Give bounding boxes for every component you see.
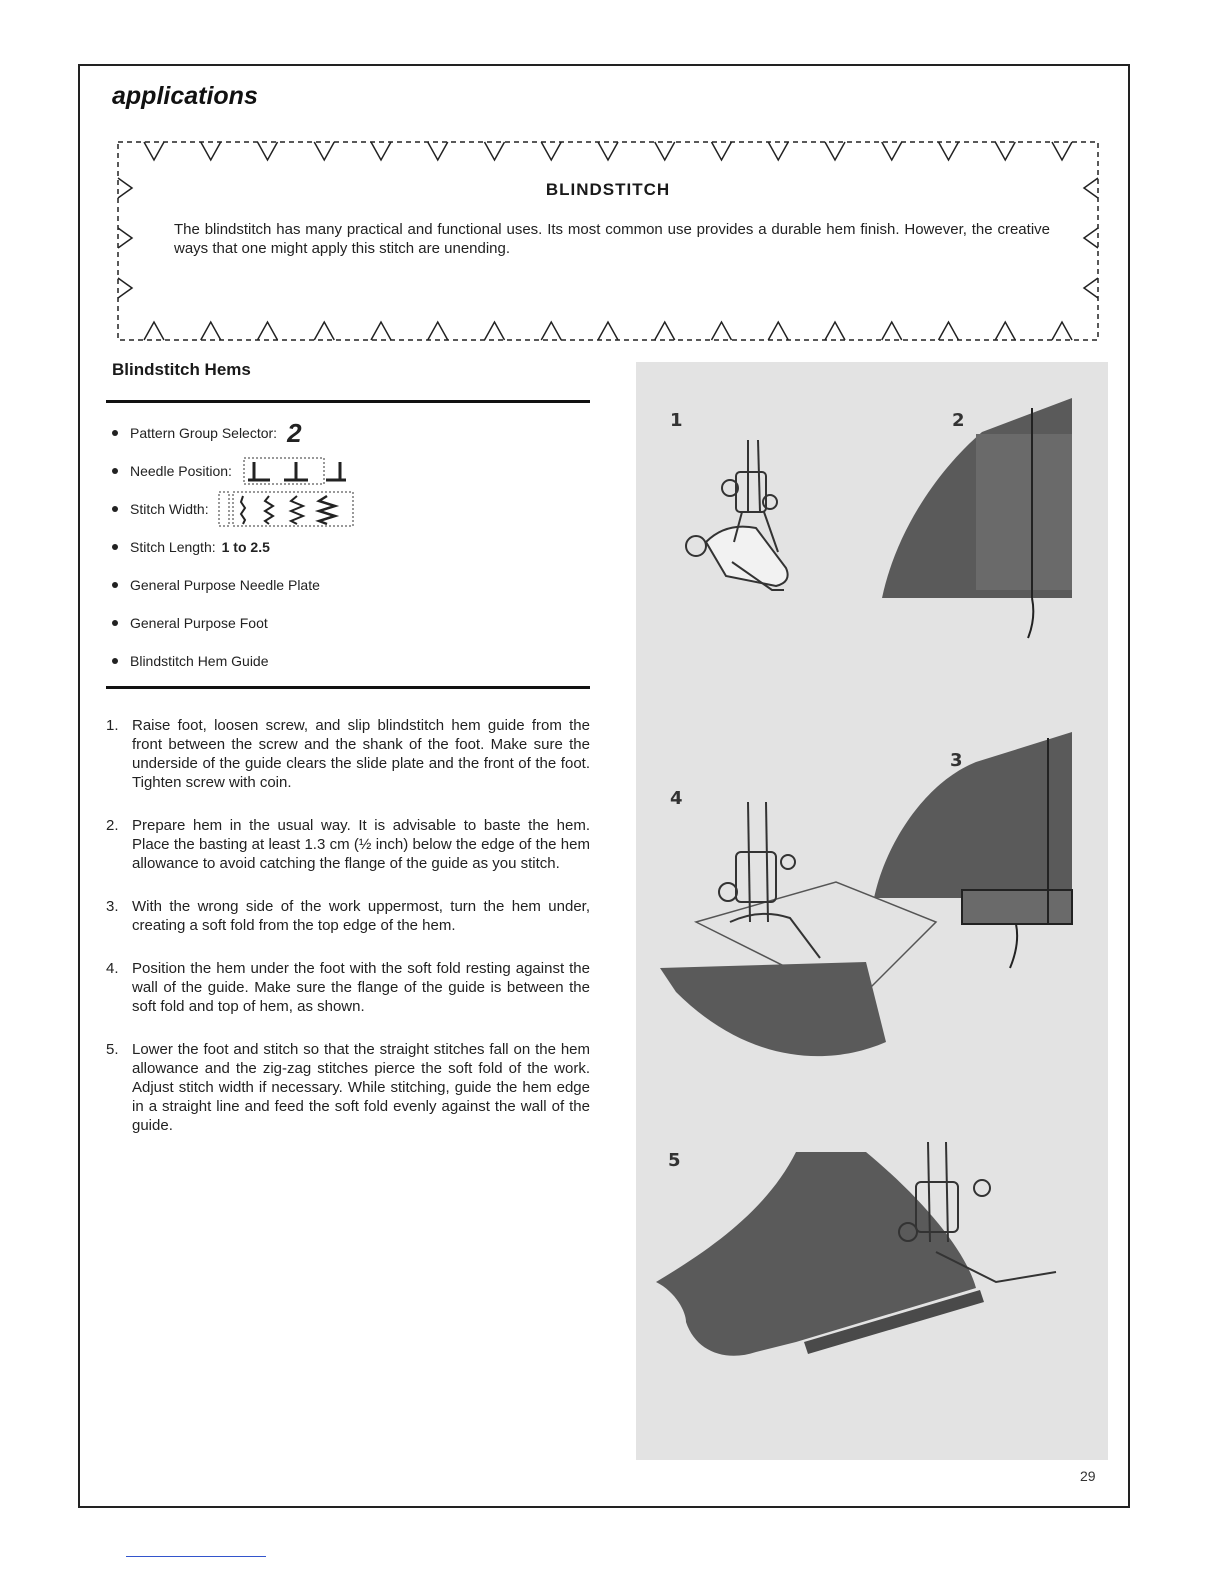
figure-1-presser-foot <box>686 440 788 590</box>
stitch-length-value: 1 to 2.5 <box>221 539 270 555</box>
zigzag-top-mark <box>712 142 732 160</box>
step-item <box>106 1040 590 1135</box>
illustration-panel <box>636 362 1108 1460</box>
zigzag-top-mark <box>995 142 1015 160</box>
step-number: 4. <box>106 960 119 977</box>
bullet-icon <box>112 620 118 626</box>
intro-box <box>114 138 1102 344</box>
setting-foot <box>112 604 592 642</box>
step-item <box>106 959 590 1016</box>
zigzag-bottom-mark <box>882 322 902 340</box>
setting-hem-guide <box>112 642 592 680</box>
setting-label: Pattern Group Selector: <box>130 425 278 441</box>
zigzag-left-mark <box>118 228 132 248</box>
setting-needle-plate <box>112 566 592 604</box>
step-text: With the wrong side of the work uppermost, turn the hem under, creating a soft fold from the top edge of the hem. <box>132 898 590 934</box>
setting-label: Stitch Length: <box>130 539 216 555</box>
zigzag-top-mark <box>541 142 561 160</box>
figure-2-folded-hem <box>882 398 1072 638</box>
intro-title: BLINDSTITCH <box>545 180 671 199</box>
step-number: 1. <box>106 717 119 734</box>
zigzag-bottom-mark <box>144 322 164 340</box>
setting-label: Blindstitch Hem Guide <box>130 653 269 669</box>
blindstitch-hems-heading: Blindstitch Hems <box>112 360 251 379</box>
zigzag-top-mark <box>258 142 278 160</box>
bullet-icon <box>112 468 118 474</box>
zigzag-bottom-mark <box>939 322 959 340</box>
zigzag-top-mark <box>655 142 675 160</box>
setting-label: Stitch Width: <box>130 501 209 517</box>
step-number: 2. <box>106 817 119 834</box>
pattern-group-value: 2 <box>287 417 303 448</box>
step-text: Raise foot, loosen screw, and slip blindstitch hem guide from the front between the screw and the shank of the foot. Make sure the underside of the guide clears the slide plate and the front of the foot. Tighten screw with coin. <box>132 717 590 791</box>
width-1-icon <box>241 496 245 524</box>
step-number: 5. <box>106 1041 119 1058</box>
zigzag-top-mark <box>882 142 902 160</box>
zigzag-bottom-mark <box>371 322 391 340</box>
figure-4-hem-under-foot <box>660 802 936 1056</box>
zigzag-top-mark <box>371 142 391 160</box>
bottom-rule <box>106 686 590 689</box>
needle-left-icon <box>248 462 270 480</box>
steps-list <box>106 716 590 1159</box>
needle-right-icon <box>326 462 346 480</box>
width-4-icon <box>319 496 335 524</box>
setting-stitch-width <box>112 490 592 528</box>
zigzag-bottom-mark <box>1052 322 1072 340</box>
zigzag-bottom-mark <box>825 322 845 340</box>
zigzag-bottom-mark <box>655 322 675 340</box>
setting-stitch-length <box>112 528 592 566</box>
bullet-icon <box>112 544 118 550</box>
zigzag-bottom-mark <box>314 322 334 340</box>
intro-text: The blindstitch has many practical and functional uses. Its most common use provides a durable hem finish. However, the creative ways that one might apply this stitch are unending. <box>174 221 1050 257</box>
setting-label: Needle Position: <box>130 463 232 479</box>
bullet-icon <box>112 582 118 588</box>
step-item <box>106 716 590 792</box>
bullet-icon <box>112 506 118 512</box>
step-text: Prepare hem in the usual way. It is advisable to baste the hem. Place the basting at least 1.3 cm (½ inch) below the edge of the hem allowance to avoid catching the flange of the guide as you stitch. <box>132 817 590 872</box>
zigzag-top-mark <box>768 142 788 160</box>
zigzag-bottom-mark <box>428 322 448 340</box>
bullet-icon <box>112 430 118 436</box>
width-2-icon <box>265 496 273 524</box>
zigzag-bottom-mark <box>768 322 788 340</box>
zigzag-top-mark <box>485 142 505 160</box>
zigzag-bottom-mark <box>598 322 618 340</box>
figure-5-label: 5 <box>668 1150 681 1171</box>
setting-needle-position <box>112 452 592 490</box>
settings-list <box>112 414 592 680</box>
footer-link-line <box>126 1556 266 1557</box>
zigzag-top-mark <box>598 142 618 160</box>
figure-3-label: 3 <box>950 750 963 771</box>
zigzag-bottom-mark <box>201 322 221 340</box>
top-rule <box>106 400 590 403</box>
stitch-width-icons <box>217 490 357 528</box>
step-text: Position the hem under the foot with the soft fold resting against the wall of the guide. Make sure the flange of the guide is between the soft fold and top of hem, as shown. <box>132 960 590 1015</box>
step-number: 3. <box>106 898 119 915</box>
zigzag-bottom-mark <box>995 322 1015 340</box>
zigzag-top-mark <box>201 142 221 160</box>
zigzag-top-mark <box>939 142 959 160</box>
zigzag-bottom-mark <box>485 322 505 340</box>
zigzag-top-mark <box>1052 142 1072 160</box>
zigzag-bottom-mark <box>258 322 278 340</box>
zigzag-bottom-mark <box>541 322 561 340</box>
step-text: Lower the foot and stitch so that the straight stitches fall on the hem allowance and the zig-zag stitches pierce the soft fold of the work. Adjust stitch width if necessary. While stitching, guide the hem edge in a straight line and feed the soft fold evenly against the wall of the guide. <box>132 1041 590 1134</box>
zigzag-top-mark <box>825 142 845 160</box>
zigzag-right-mark <box>1084 278 1098 298</box>
bullet-icon <box>112 658 118 664</box>
width-3-icon <box>291 496 303 524</box>
needle-center-icon <box>284 462 308 480</box>
figure-2-label: 2 <box>952 410 965 431</box>
setting-label: General Purpose Needle Plate <box>130 577 320 593</box>
setting-label: General Purpose Foot <box>130 615 268 631</box>
figure-1-label: 1 <box>670 410 683 431</box>
figure-4-label: 4 <box>670 788 683 809</box>
zigzag-top-mark <box>314 142 334 160</box>
step-item <box>106 897 590 935</box>
setting-pattern-group <box>112 414 592 452</box>
figure-3-soft-fold <box>874 732 1072 968</box>
zigzag-top-mark <box>144 142 164 160</box>
zigzag-right-mark <box>1084 228 1098 248</box>
zigzag-top-mark <box>428 142 448 160</box>
width-bracket <box>219 492 229 526</box>
section-heading: applications <box>112 82 258 110</box>
zigzag-bottom-mark <box>712 322 732 340</box>
step-item <box>106 816 590 873</box>
illustration-drawings <box>636 362 1108 1460</box>
page-number: 29 <box>1080 1468 1096 1484</box>
figure-5-stitching <box>656 1142 1056 1356</box>
needle-position-icons <box>240 456 350 486</box>
zigzag-left-mark <box>118 278 132 298</box>
